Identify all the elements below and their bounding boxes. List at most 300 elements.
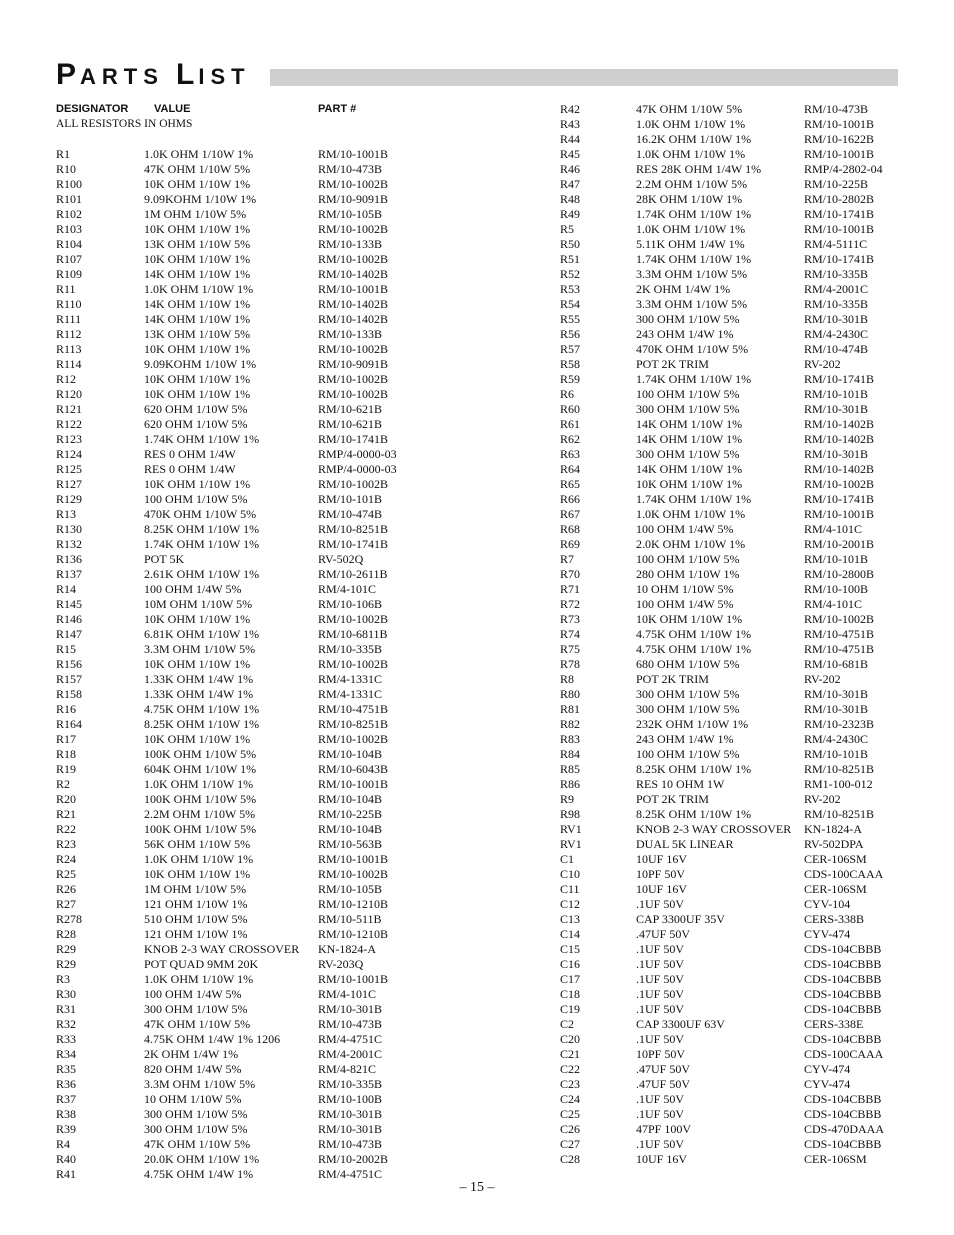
parts-row — [56, 537, 536, 552]
part-number-cell: RM/10-9091B — [318, 192, 389, 206]
value-cell: 3.3M OHM 1/10W 5% — [636, 297, 748, 311]
part-number-cell: RMP/4-2802-04 — [804, 162, 883, 176]
designator-cell: RV1 — [560, 822, 582, 836]
parts-row — [560, 582, 900, 597]
designator-cell: R29 — [56, 942, 77, 956]
part-number-cell: RM/10-335B — [804, 267, 869, 281]
designator-cell: R19 — [56, 762, 77, 776]
part-number-cell: RM/10-1002B — [318, 222, 389, 236]
designator-cell: R36 — [56, 1077, 77, 1091]
part-number-cell: RM/10-1002B — [318, 372, 389, 386]
value-cell: 1.33K OHM 1/4W 1% — [144, 687, 254, 701]
value-cell: 6.81K OHM 1/10W 1% — [144, 627, 260, 641]
designator-cell: R124 — [56, 447, 83, 461]
parts-row — [560, 1107, 900, 1122]
designator-cell: R62 — [560, 432, 581, 446]
part-number-cell: CDS-104CBBB — [804, 1137, 882, 1151]
part-number-cell: RM/10-101B — [804, 747, 869, 761]
parts-row — [560, 162, 900, 177]
designator-cell: R74 — [560, 627, 581, 641]
parts-row — [56, 522, 536, 537]
value-cell: .1UF 50V — [636, 897, 685, 911]
value-cell: 10K OHM 1/10W 1% — [636, 612, 743, 626]
designator-cell: R18 — [56, 747, 77, 761]
value-cell: 14K OHM 1/10W 1% — [636, 462, 743, 476]
part-number-cell: RM/10-6811B — [318, 627, 388, 641]
designator-cell: R5 — [560, 222, 575, 236]
value-cell: 9.09KOHM 1/10W 1% — [144, 357, 257, 371]
designator-cell: R15 — [56, 642, 77, 656]
parts-row — [560, 552, 900, 567]
parts-row — [56, 612, 536, 627]
parts-row — [560, 102, 900, 117]
value-cell: 4.75K OHM 1/10W 1% — [636, 627, 752, 641]
designator-cell: C13 — [560, 912, 581, 926]
designator-cell: C24 — [560, 1092, 581, 1106]
part-number-cell: RM/10-1402B — [318, 312, 389, 326]
part-number-cell: RM/10-1001B — [318, 147, 389, 161]
value-cell: 121 OHM 1/10W 1% — [144, 927, 248, 941]
part-number-cell: RV-502DPA — [804, 837, 864, 851]
value-cell: 300 OHM 1/10W 5% — [636, 687, 740, 701]
parts-row — [56, 357, 536, 372]
part-number-cell: RM/10-301B — [804, 687, 869, 701]
parts-row — [560, 237, 900, 252]
parts-row — [56, 627, 536, 642]
title-rule-bar — [270, 69, 898, 86]
parts-row — [560, 447, 900, 462]
parts-row — [56, 1002, 536, 1017]
value-cell: 100 OHM 1/4W 5% — [636, 522, 734, 536]
value-cell: 3.3M OHM 1/10W 5% — [144, 1077, 256, 1091]
part-number-cell: CYV-474 — [804, 1077, 851, 1091]
parts-row — [56, 567, 536, 582]
designator-cell: R4 — [56, 1137, 71, 1151]
designator-cell: R7 — [560, 552, 575, 566]
part-number-cell: RM/10-9091B — [318, 357, 389, 371]
value-cell: 10K OHM 1/10W 1% — [144, 177, 251, 191]
value-cell: 100 OHM 1/10W 5% — [636, 387, 740, 401]
part-number-cell: RM/4-5111C — [804, 237, 868, 251]
parts-row — [560, 987, 900, 1002]
designator-cell: R130 — [56, 522, 83, 536]
designator-cell: R107 — [56, 252, 83, 266]
designator-cell: R49 — [560, 207, 581, 221]
part-number-cell: RM/10-4751B — [318, 702, 389, 716]
designator-cell: R23 — [56, 837, 77, 851]
value-cell: 8.25K OHM 1/10W 1% — [144, 717, 260, 731]
designator-cell: C19 — [560, 1002, 581, 1016]
parts-row — [560, 282, 900, 297]
parts-row — [56, 1152, 536, 1167]
part-number-cell: RM/10-1002B — [318, 657, 389, 671]
part-number-cell: RM/10-473B — [318, 1017, 383, 1031]
value-cell: 4.75K OHM 1/4W 1% 1206 — [144, 1032, 281, 1046]
designator-cell: C16 — [560, 957, 581, 971]
designator-cell: R75 — [560, 642, 581, 656]
parts-row — [56, 552, 536, 567]
value-cell: 4.75K OHM 1/4W 1% — [144, 1167, 254, 1181]
part-number-cell: RM/10-2323B — [804, 717, 875, 731]
designator-cell: R51 — [560, 252, 581, 266]
value-cell: 510 OHM 1/10W 5% — [144, 912, 248, 926]
value-cell: POT 2K TRIM — [636, 357, 709, 371]
parts-row — [56, 1122, 536, 1137]
value-cell: POT 2K TRIM — [636, 792, 709, 806]
parts-row — [56, 672, 536, 687]
value-cell: RES 10 OHM 1W — [636, 777, 725, 791]
value-cell: 10UF 16V — [636, 882, 688, 896]
value-cell: 3.3M OHM 1/10W 5% — [636, 267, 748, 281]
value-cell: 820 OHM 1/4W 5% — [144, 1062, 242, 1076]
designator-cell: R6 — [560, 387, 575, 401]
part-number-cell: RM/4-821C — [318, 1062, 377, 1076]
designator-cell: R146 — [56, 612, 83, 626]
part-number-cell: CDS-100CAAA — [804, 867, 884, 881]
designator-cell: R101 — [56, 192, 83, 206]
parts-row — [56, 1107, 536, 1122]
parts-row — [56, 1092, 536, 1107]
designator-cell: R25 — [56, 867, 77, 881]
part-number-cell: RM/10-1402B — [318, 267, 389, 281]
parts-row — [560, 732, 900, 747]
part-number-cell: RM1-100-012 — [804, 777, 873, 791]
designator-cell: R121 — [56, 402, 83, 416]
part-number-cell: RM/4-101C — [318, 582, 377, 596]
designator-cell: R40 — [56, 1152, 77, 1166]
value-cell: 680 OHM 1/10W 5% — [636, 657, 740, 671]
value-cell: 300 OHM 1/10W 5% — [636, 447, 740, 461]
designator-cell: R54 — [560, 297, 581, 311]
designator-cell: R31 — [56, 1002, 77, 1016]
part-number-cell: RM/10-473B — [318, 1137, 383, 1151]
parts-row — [56, 897, 536, 912]
part-number-cell: CDS-104CBBB — [804, 1092, 882, 1106]
part-number-cell: RM/10-1741B — [804, 207, 875, 221]
designator-cell: R113 — [56, 342, 82, 356]
value-cell: 10K OHM 1/10W 1% — [144, 867, 251, 881]
value-cell: DUAL 5K LINEAR — [636, 837, 734, 851]
designator-cell: R29 — [56, 957, 77, 971]
parts-row — [56, 597, 536, 612]
parts-row — [56, 327, 536, 342]
parts-row — [560, 297, 900, 312]
part-number-cell: RM/4-4751C — [318, 1032, 383, 1046]
value-cell: 2K OHM 1/4W 1% — [636, 282, 731, 296]
part-number-cell: CDS-104CBBB — [804, 1032, 882, 1046]
part-number-cell: RM/10-301B — [804, 447, 869, 461]
part-number-cell: CERS-338E — [804, 1017, 864, 1031]
value-cell: 8.25K OHM 1/10W 1% — [636, 762, 752, 776]
parts-row — [560, 567, 900, 582]
value-cell: 2K OHM 1/4W 1% — [144, 1047, 239, 1061]
value-cell: 14K OHM 1/10W 1% — [636, 417, 743, 431]
designator-cell: R47 — [560, 177, 581, 191]
part-number-cell: RM/10-1002B — [318, 477, 389, 491]
part-number-cell: RM/10-563B — [318, 837, 383, 851]
part-number-cell: RM/10-1741B — [804, 372, 875, 386]
designator-cell: R43 — [560, 117, 581, 131]
value-cell: 1.74K OHM 1/10W 1% — [144, 537, 260, 551]
designator-cell: R30 — [56, 987, 77, 1001]
designator-cell: C2 — [560, 1017, 575, 1031]
value-cell: 10 OHM 1/10W 5% — [636, 582, 734, 596]
designator-cell: R11 — [56, 282, 76, 296]
value-cell: 10M OHM 1/10W 5% — [144, 597, 253, 611]
value-cell: 620 OHM 1/10W 5% — [144, 402, 248, 416]
part-number-cell: RM/10-473B — [318, 162, 383, 176]
parts-row — [56, 912, 536, 927]
parts-row — [560, 402, 900, 417]
value-cell: 8.25K OHM 1/10W 1% — [144, 522, 260, 536]
part-number-cell: RM/10-6043B — [318, 762, 389, 776]
parts-row — [56, 207, 536, 222]
designator-cell: R2 — [56, 777, 71, 791]
part-number-cell: RM/10-1210B — [318, 897, 389, 911]
parts-row — [56, 747, 536, 762]
value-cell: 16.2K OHM 1/10W 1% — [636, 132, 752, 146]
parts-row — [560, 372, 900, 387]
value-cell: 4.75K OHM 1/10W 1% — [636, 642, 752, 656]
part-number-cell: CER-106SM — [804, 852, 867, 866]
value-cell: .1UF 50V — [636, 987, 685, 1001]
part-number-cell: RM/10-1210B — [318, 927, 389, 941]
value-cell: 1M OHM 1/10W 5% — [144, 882, 247, 896]
part-number-cell: RM/10-133B — [318, 237, 383, 251]
parts-row — [560, 792, 900, 807]
parts-row — [56, 297, 536, 312]
part-number-cell: RM/10-101B — [804, 552, 869, 566]
parts-row — [56, 942, 536, 957]
designator-cell: R137 — [56, 567, 83, 581]
parts-row — [560, 762, 900, 777]
parts-row — [56, 807, 536, 822]
value-cell: 47K OHM 1/10W 5% — [144, 162, 251, 176]
parts-row — [56, 687, 536, 702]
parts-row — [56, 792, 536, 807]
designator-cell: R84 — [560, 747, 581, 761]
part-number-cell: RM/10-1402B — [804, 432, 875, 446]
parts-row — [560, 432, 900, 447]
parts-row — [56, 882, 536, 897]
value-cell: 47K OHM 1/10W 5% — [636, 102, 743, 116]
value-cell: .47UF 50V — [636, 927, 691, 941]
parts-row — [56, 177, 536, 192]
designator-cell: R16 — [56, 702, 77, 716]
value-header: VALUE — [154, 103, 191, 115]
designator-cell: C27 — [560, 1137, 581, 1151]
parts-row — [56, 1017, 536, 1032]
designator-cell: R37 — [56, 1092, 77, 1106]
parts-row — [56, 762, 536, 777]
value-cell: 4.75K OHM 1/10W 1% — [144, 702, 260, 716]
part-number-cell: RM/10-1002B — [318, 387, 389, 401]
part-number-cell: RM/10-101B — [804, 387, 869, 401]
part-number-cell: CERS-338B — [804, 912, 865, 926]
designator-cell: R164 — [56, 717, 83, 731]
designator-cell: C11 — [560, 882, 580, 896]
designator-cell: R61 — [560, 417, 581, 431]
part-number-cell: CDS-104CBBB — [804, 942, 882, 956]
part-number-cell: RM/4-101C — [804, 597, 863, 611]
value-cell: 13K OHM 1/10W 5% — [144, 237, 251, 251]
parts-row — [56, 702, 536, 717]
parts-row — [560, 507, 900, 522]
designator-cell: R123 — [56, 432, 83, 446]
parts-row — [56, 1077, 536, 1092]
designator-cell: R27 — [56, 897, 77, 911]
part-number-cell: RM/10-1741B — [804, 252, 875, 266]
designator-cell: R82 — [560, 717, 581, 731]
parts-row — [560, 132, 900, 147]
value-cell: 100 OHM 1/10W 5% — [636, 552, 740, 566]
part-number-cell: RM/10-1001B — [318, 852, 389, 866]
title-rest-ist: IST — [198, 64, 251, 89]
part-number-cell: RM/10-1622B — [804, 132, 875, 146]
value-cell: 1.0K OHM 1/10W 1% — [636, 507, 746, 521]
designator-cell: R98 — [560, 807, 581, 821]
parts-row — [560, 207, 900, 222]
designator-cell: R21 — [56, 807, 77, 821]
value-cell: 232K OHM 1/10W 1% — [636, 717, 749, 731]
part-number-cell: RM/10-621B — [318, 417, 383, 431]
designator-cell: R44 — [560, 132, 581, 146]
part-number-cell: CYV-474 — [804, 927, 851, 941]
designator-cell: C14 — [560, 927, 581, 941]
part-number-cell: RV-202 — [804, 792, 841, 806]
value-cell: RES 0 OHM 1/4W — [144, 447, 236, 461]
part-number-cell: RM/10-104B — [318, 822, 383, 836]
part-number-cell: RM/10-1002B — [318, 867, 389, 881]
part-number-cell: CYV-104 — [804, 897, 851, 911]
part-number-cell: RM/10-1001B — [804, 222, 875, 236]
parts-row — [560, 627, 900, 642]
designator-cell: R46 — [560, 162, 581, 176]
designator-cell: R10 — [56, 162, 77, 176]
part-number-cell: RM/4-2001C — [318, 1047, 383, 1061]
designator-cell: R158 — [56, 687, 83, 701]
parts-row — [56, 657, 536, 672]
designator-cell: R127 — [56, 477, 83, 491]
part-number-cell: CER-106SM — [804, 882, 867, 896]
part-number-cell: RM/10-474B — [804, 342, 869, 356]
designator-header: DESIGNATOR — [56, 103, 129, 115]
designator-cell: C21 — [560, 1047, 581, 1061]
designator-cell: R157 — [56, 672, 83, 686]
spacer — [56, 132, 536, 147]
part-number-cell: RM/10-621B — [318, 402, 383, 416]
designator-cell: R42 — [560, 102, 581, 116]
value-cell: 1.33K OHM 1/4W 1% — [144, 672, 254, 686]
parts-row — [560, 1152, 900, 1167]
parts-row — [560, 612, 900, 627]
designator-cell: R72 — [560, 597, 581, 611]
parts-row — [560, 867, 900, 882]
designator-cell: R104 — [56, 237, 83, 251]
value-cell: 13K OHM 1/10W 5% — [144, 327, 251, 341]
designator-cell: R69 — [560, 537, 581, 551]
value-cell: 10K OHM 1/10W 1% — [144, 252, 251, 266]
value-cell: 10 OHM 1/10W 5% — [144, 1092, 242, 1106]
part-number-cell: RV-202 — [804, 672, 841, 686]
parts-row — [560, 267, 900, 282]
parts-row — [56, 642, 536, 657]
parts-row — [560, 1032, 900, 1047]
parts-row — [56, 822, 536, 837]
value-cell: .1UF 50V — [636, 1032, 685, 1046]
part-number-cell: RM/10-335B — [318, 1077, 383, 1091]
part-number-cell: RM/10-106B — [318, 597, 383, 611]
value-cell: CAP 3300UF 35V — [636, 912, 725, 926]
designator-cell: R34 — [56, 1047, 77, 1061]
parts-row — [56, 852, 536, 867]
designator-cell: C17 — [560, 972, 581, 986]
value-cell: 10K OHM 1/10W 1% — [144, 387, 251, 401]
part-number-cell: RV-202 — [804, 357, 841, 371]
value-cell: POT 5K — [144, 552, 185, 566]
parts-row — [56, 387, 536, 402]
part-number-header: PART # — [318, 103, 357, 115]
parts-row — [560, 342, 900, 357]
value-cell: 10K OHM 1/10W 1% — [144, 612, 251, 626]
designator-cell: R1 — [56, 147, 71, 161]
value-cell: 47K OHM 1/10W 5% — [144, 1017, 251, 1031]
part-number-cell: RM/10-8251B — [804, 807, 875, 821]
designator-cell: R39 — [56, 1122, 77, 1136]
value-cell: 10PF 50V — [636, 867, 686, 881]
column-header-row — [56, 102, 536, 117]
value-cell: 1.74K OHM 1/10W 1% — [144, 432, 260, 446]
value-cell: 10K OHM 1/10W 1% — [636, 477, 743, 491]
part-number-cell: RM/10-100B — [318, 1092, 383, 1106]
designator-cell: C12 — [560, 897, 581, 911]
designator-cell: R26 — [56, 882, 77, 896]
value-cell: .1UF 50V — [636, 972, 685, 986]
designator-cell: R156 — [56, 657, 83, 671]
part-number-cell: RM/4-2430C — [804, 327, 869, 341]
part-number-cell: RM/10-1001B — [318, 282, 389, 296]
designator-cell: C25 — [560, 1107, 581, 1121]
value-cell: 9.09KOHM 1/10W 1% — [144, 192, 257, 206]
parts-row — [56, 837, 536, 852]
designator-cell: R50 — [560, 237, 581, 251]
parts-row — [56, 1062, 536, 1077]
value-cell: 47K OHM 1/10W 5% — [144, 1137, 251, 1151]
parts-row — [560, 1062, 900, 1077]
part-number-cell: RM/10-1402B — [804, 417, 875, 431]
parts-row — [56, 237, 536, 252]
value-cell: 1.0K OHM 1/10W 1% — [636, 222, 746, 236]
part-number-cell: RM/4-1331C — [318, 687, 383, 701]
parts-row — [560, 597, 900, 612]
parts-row — [56, 717, 536, 732]
value-cell: 243 OHM 1/4W 1% — [636, 327, 734, 341]
part-number-cell: RM/10-1001B — [318, 972, 389, 986]
part-number-cell: KN-1824-A — [318, 942, 376, 956]
parts-row — [560, 312, 900, 327]
value-cell: 10K OHM 1/10W 1% — [144, 222, 251, 236]
value-cell: 470K OHM 1/10W 5% — [144, 507, 257, 521]
designator-cell: C18 — [560, 987, 581, 1001]
value-cell: 10K OHM 1/10W 1% — [144, 657, 251, 671]
parts-row — [560, 927, 900, 942]
value-cell: .1UF 50V — [636, 1137, 685, 1151]
designator-cell: R86 — [560, 777, 581, 791]
designator-cell: R122 — [56, 417, 83, 431]
part-number-cell: CDS-104CBBB — [804, 987, 882, 1001]
part-number-cell: RM/10-2802B — [804, 192, 875, 206]
designator-cell: C20 — [560, 1032, 581, 1046]
